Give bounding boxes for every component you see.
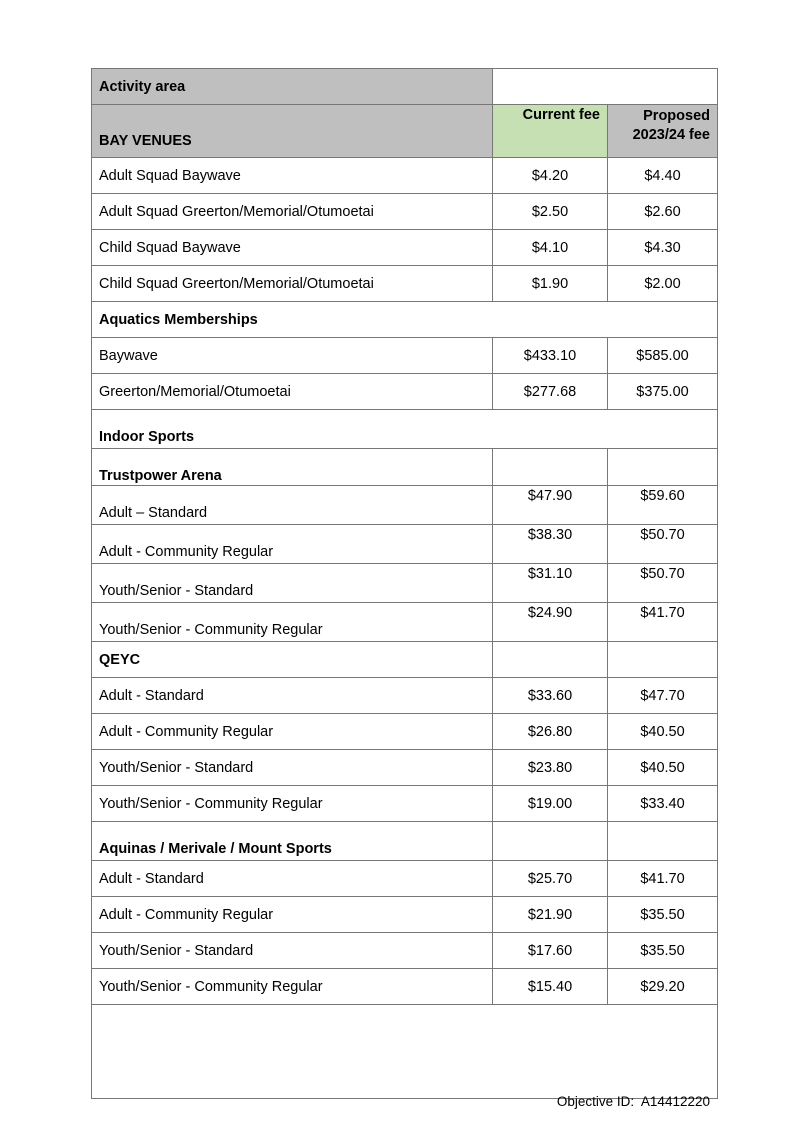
table-row [92, 714, 718, 750]
empty-row [92, 1005, 718, 1099]
activity-name: Adult - Community Regular [92, 897, 493, 933]
current-fee: $277.68 [493, 374, 608, 410]
proposed-fee: $29.20 [608, 969, 718, 1005]
table-row [92, 338, 718, 374]
current-fee: $25.70 [493, 861, 608, 897]
activity-name: Adult - Community Regular [92, 714, 493, 750]
indoor-sports-heading: Indoor Sports [92, 410, 718, 449]
current-fee: $1.90 [493, 266, 608, 302]
objective-id-label: Objective ID: [556, 1094, 635, 1109]
proposed-fee-header: Proposed 2023/24 fee [608, 105, 718, 158]
activity-name: Youth/Senior - Standard [92, 564, 493, 603]
current-fee: $26.80 [493, 714, 608, 750]
proposed-fee: $50.70 [608, 564, 718, 603]
activity-name: Adult Squad Baywave [92, 158, 493, 194]
activity-name: Greerton/Memorial/Otumoetai [92, 374, 493, 410]
proposed-fee: $33.40 [608, 786, 718, 822]
table-row [92, 194, 718, 230]
table-row [92, 897, 718, 933]
current-fee: $33.60 [493, 678, 608, 714]
table-row [92, 786, 718, 822]
proposed-fee: $47.70 [608, 678, 718, 714]
proposed-fee: $41.70 [608, 603, 718, 642]
table-row [92, 525, 718, 564]
current-fee: $2.50 [493, 194, 608, 230]
proposed-fee: $59.60 [608, 486, 718, 525]
table-row [92, 158, 718, 194]
proposed-fee: $585.00 [608, 338, 718, 374]
current-fee: $17.60 [493, 933, 608, 969]
proposed-fee: $2.60 [608, 194, 718, 230]
current-fee: $38.30 [493, 525, 608, 564]
table-row [92, 374, 718, 410]
fee-schedule-table [91, 68, 718, 1099]
table-row [92, 750, 718, 786]
activity-name: Baywave [92, 338, 493, 374]
table-row [92, 861, 718, 897]
proposed-fee: $40.50 [608, 714, 718, 750]
proposed-fee: $4.40 [608, 158, 718, 194]
current-fee: $4.20 [493, 158, 608, 194]
activity-area-header: Activity area [92, 69, 493, 105]
current-fee: $15.40 [493, 969, 608, 1005]
table-row [92, 603, 718, 642]
activity-name: Adult - Standard [92, 678, 493, 714]
proposed-fee: $40.50 [608, 750, 718, 786]
objective-id-value: A14412220 [640, 1094, 710, 1109]
current-fee: $24.90 [493, 603, 608, 642]
table-row [92, 969, 718, 1005]
current-fee: $47.90 [493, 486, 608, 525]
activity-name: Adult - Standard [92, 861, 493, 897]
bay-venues-heading: BAY VENUES [92, 105, 493, 158]
current-fee: $433.10 [493, 338, 608, 374]
table-row [92, 486, 718, 525]
table-row [92, 564, 718, 603]
current-fee: $4.10 [493, 230, 608, 266]
activity-name: Youth/Senior - Standard [92, 750, 493, 786]
proposed-fee: $375.00 [608, 374, 718, 410]
activity-name: Youth/Senior - Standard [92, 933, 493, 969]
current-fee: $19.00 [493, 786, 608, 822]
proposed-fee: $35.50 [608, 897, 718, 933]
qeyc-heading: QEYC [92, 642, 493, 678]
objective-id-footer [557, 1094, 710, 1109]
proposed-fee: $4.30 [608, 230, 718, 266]
activity-name: Child Squad Greerton/Memorial/Otumoetai [92, 266, 493, 302]
table-row [92, 266, 718, 302]
activity-name: Youth/Senior - Community Regular [92, 786, 493, 822]
proposed-fee: $2.00 [608, 266, 718, 302]
activity-name: Adult Squad Greerton/Memorial/Otumoetai [92, 194, 493, 230]
current-fee: $23.80 [493, 750, 608, 786]
current-fee-header: Current fee [493, 105, 608, 158]
activity-name: Adult – Standard [92, 486, 493, 525]
table-row [92, 230, 718, 266]
activity-name: Youth/Senior - Community Regular [92, 603, 493, 642]
proposed-fee: $41.70 [608, 861, 718, 897]
proposed-fee: $35.50 [608, 933, 718, 969]
table-row [92, 678, 718, 714]
aquinas-merivale-mount-heading: Aquinas / Merivale / Mount Sports [92, 822, 493, 861]
aquatics-memberships-heading: Aquatics Memberships [92, 302, 718, 338]
current-fee: $21.90 [493, 897, 608, 933]
trustpower-arena-heading: Trustpower Arena [92, 449, 493, 486]
proposed-fee: $50.70 [608, 525, 718, 564]
activity-name: Adult - Community Regular [92, 525, 493, 564]
current-fee: $31.10 [493, 564, 608, 603]
activity-name: Youth/Senior - Community Regular [92, 969, 493, 1005]
activity-name: Child Squad Baywave [92, 230, 493, 266]
table-row [92, 933, 718, 969]
